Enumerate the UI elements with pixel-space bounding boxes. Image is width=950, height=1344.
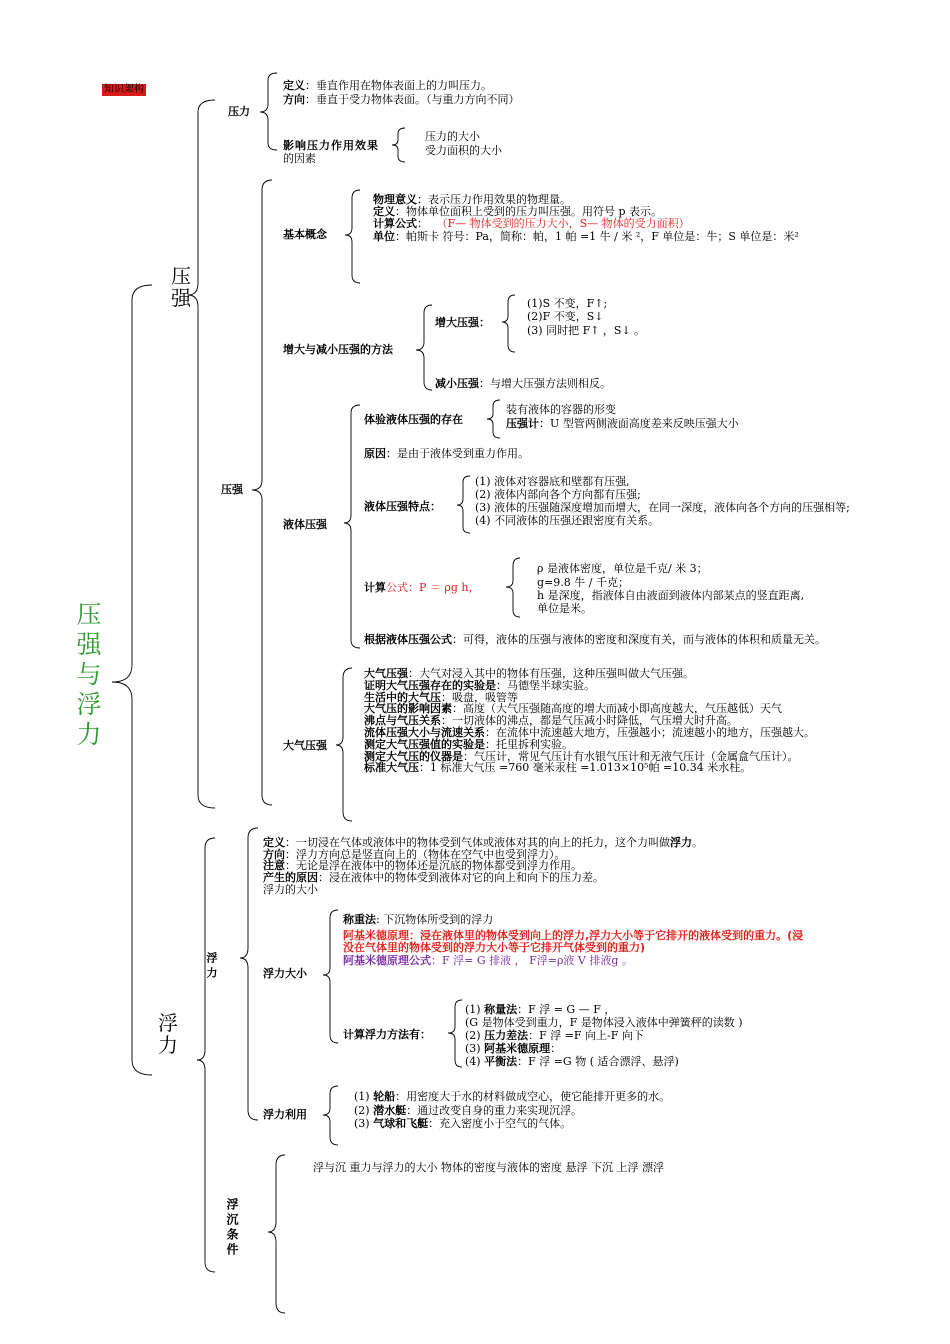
atm-item: 流体压强大小与流速关系：在流体中流速越大地方，压强越小；流速越小的地方，压强越大。 xyxy=(364,726,815,739)
exist-label: 体验液体压强的存在 xyxy=(364,413,463,426)
calc-note: h 是深度，指液体自由液面到液体内部某点的竖直距离, xyxy=(537,589,805,602)
atm-item: 证明大气压强存在的实验是：马德堡半球实验。 xyxy=(364,678,595,692)
bracket-root xyxy=(112,285,152,1075)
buoyancy-label: 浮力 xyxy=(205,952,218,982)
method-item: (1) 称量法：F 浮 = G — F ， xyxy=(465,1003,616,1016)
bracket-calc xyxy=(506,558,520,617)
bracket-liquid xyxy=(344,405,360,648)
exist-item: 装有液体的容器的形变 xyxy=(506,403,616,416)
force-factors-label: 影响压力作用效果 xyxy=(283,139,379,152)
reason-text: 原因：是由于液体受到重力作用。 xyxy=(364,447,529,460)
by-formula-text: 根据液体压强公式：可得，液体的压强与液体的密度和深度有关，而与液体的体积和质量无关。 xyxy=(364,633,826,646)
bracket-features xyxy=(457,476,470,533)
calc-label: 计算公式：P ＝ ρg h， xyxy=(364,581,480,594)
calc-note: ρ 是液体密度，单位是千克/ 米 3； xyxy=(537,562,708,575)
method-item: (4) 平衡法：F 浮 =G 物 ( 适合漂浮、悬浮) xyxy=(465,1055,679,1068)
use-item: (1) 轮船：用密度大于水的材料做成空心，使它能排开更多的水。 xyxy=(354,1090,671,1103)
pressure-title: 压强 xyxy=(171,264,191,310)
weigh-method: 称重法: 下沉物体所受到的浮力 xyxy=(343,913,494,926)
force-factors-label-2: 的因素 xyxy=(283,152,316,165)
force-dir: 方向：垂直于受力物体表面。（与重力方向不同） xyxy=(283,93,520,106)
bracket-float xyxy=(268,1155,285,1313)
bracket-factors xyxy=(392,128,405,162)
buoyancy-cause: 产生的原因：浸在液体中的物体受到液体对它的向上和向下的压力差。 xyxy=(263,871,604,884)
use-label: 浮力利用 xyxy=(263,1108,307,1121)
buoyancy-title: 浮力 xyxy=(158,1011,178,1057)
feature-item: (2) 液体内部向各个方向都有压强; xyxy=(475,488,641,501)
bracket-change xyxy=(416,305,432,390)
basic-label: 基本概念 xyxy=(283,228,327,241)
archimedes-principle: 阿基米德原理：浸在液体里的物体受到向上的浮力,浮力大小等于它排开的液体受到的重力。(浸 xyxy=(343,929,804,942)
buoyancy-dir: 方向：浮力方向总是竖直向上的（物体在空气中也受到浮力）。 xyxy=(263,848,566,861)
feature-item: (4) 不同液体的压强还跟密度有关系。 xyxy=(475,514,660,527)
float-text: 浮与沉 重力与浮力的大小 物体的密度与液体的密度 悬浮 下沉 上浮 漂浮 xyxy=(313,1161,664,1174)
buoyancy-note: 注意：无论是浮在液体中的物体还是沉底的物体都受到浮力作用。 xyxy=(263,859,582,872)
bracket-pressure-main xyxy=(252,180,272,805)
section-tag: 知识架构 xyxy=(104,84,144,95)
increase-label: 增大压强： xyxy=(435,316,490,329)
factor-item: 受力面积的大小 xyxy=(425,144,502,157)
basic-formula: 计算公式： （F— 物体受到的压力大小，S— 物体的受力面积） xyxy=(373,217,690,230)
atm-item: 大气压的影响因素：高度（大气压强随高度的增大而减小即高度越大，气压越低）天气 xyxy=(364,702,782,716)
change-label: 增大与减小压强的方法 xyxy=(283,343,393,356)
root-title: 压强与浮力 xyxy=(76,600,102,749)
atm-item: 测定大气压强值的实验是：托里拆利实验。 xyxy=(364,737,573,751)
bracket-methods xyxy=(448,1000,462,1067)
float-label: 浮沉条件 xyxy=(225,1198,239,1258)
bracket-pressure xyxy=(188,100,215,808)
bracket-increase xyxy=(502,295,515,352)
bracket-size xyxy=(323,910,338,1043)
force-def: 定义：垂直作用在物体表面上的力叫压力。 xyxy=(283,79,492,92)
exist-item: 压强计：U 型管两侧液面高度差来反映压强大小 xyxy=(506,417,739,430)
size-label: 浮力大小 xyxy=(263,967,307,980)
method-item: (2) 压力差法：F 浮 =F 向上-F 向下 xyxy=(465,1029,644,1042)
calc-note: 单位是米。 xyxy=(537,602,592,615)
feature-label: 液体压强特点： xyxy=(364,500,441,513)
atm-item: 沸点与气压关系：一切液体的沸点，都是气压减小时降低，气压增大时升高。 xyxy=(364,714,738,728)
basic-def: 定义：物体单位面积上受到的压力叫压强。用符号 p 表示。 xyxy=(373,205,663,218)
basic-unit: 单位：帕斯卡 符号：Pa，简称：帕，1 帕 =1 牛 / 米 ²，F 单位是：牛；S 单位是：米² xyxy=(373,230,799,243)
method-item: (G 是物体受到重力，F 是物体浸入液体中弹簧秤的读数 ) xyxy=(465,1016,743,1029)
increase-item: (1)S 不变，F↑; xyxy=(527,297,608,310)
feature-item: (3) 液体的压强随深度增加而增大，在同一深度，液体向各个方向的压强相等; xyxy=(475,501,850,514)
bracket-buoyancy xyxy=(197,838,218,1272)
bracket-uses xyxy=(323,1086,338,1145)
decrease-text: 减小压强：与增大压强方法则相反。 xyxy=(435,377,611,390)
atm-item: 生活中的大气压：吸盘，吸管等 xyxy=(364,690,518,704)
atm-item: 测定大气压的仪器是：气压计，常见气压计有水银气压计和无液气压计（金属盒气压计）。 xyxy=(364,749,799,763)
force-label: 压力 xyxy=(228,105,250,118)
factor-item: 压力的大小 xyxy=(425,130,480,143)
archimedes-formula: 阿基米德原理公式：F 浮= G 排液 ， F浮=ρ液 V 排液g 。 xyxy=(343,954,633,967)
buoyancy-size-intro: 浮力的大小 xyxy=(263,883,318,896)
methods-label: 计算浮力方法有： xyxy=(343,1028,431,1041)
bracket-atm xyxy=(336,668,352,821)
liquid-label: 液体压强 xyxy=(283,518,327,531)
atm-item: 大气压强：大气对浸入其中的物体有压强，这种压强叫做大气压强。 xyxy=(364,667,694,680)
use-item: (3) 气球和飞艇：充入密度小于空气的气体。 xyxy=(354,1117,572,1130)
pressure-label: 压强 xyxy=(221,483,243,496)
atm-item: 标准大气压：1 标准大气压 =760 毫米汞柱 =1.013×10⁵帕 =10.34 米水柱。 xyxy=(364,761,752,775)
archimedes-principle-2: 没在气体里的物体受到的浮力大小等于它排开气体受到的重力) xyxy=(343,941,646,954)
calc-note: g=9.8 牛 / 千克； xyxy=(537,576,629,589)
bracket-force xyxy=(260,73,277,150)
atm-label: 大气压强 xyxy=(283,739,327,752)
increase-item: (2)F 不变，S↓ xyxy=(527,310,604,323)
method-item: (3) 阿基米德原理： xyxy=(465,1042,562,1055)
basic-meaning: 物理意义：表示压力作用效果的物理量。 xyxy=(373,193,571,206)
feature-item: (1) 液体对容器底和壁都有压强, xyxy=(475,475,630,488)
bracket-exist xyxy=(487,400,500,438)
buoyancy-def: 定义：一切浸在气体或液体中的物体受到气体或液体对其的向上的托力，这个力叫做浮力。 xyxy=(263,836,703,849)
increase-item: (3) 同时把 F↑ ，S↓ 。 xyxy=(527,324,646,337)
use-item: (2) 潜水艇：通过改变自身的重力来实现沉浮。 xyxy=(354,1103,583,1117)
bracket-basic xyxy=(345,190,360,283)
bracket-buoyancy-main xyxy=(240,828,258,1120)
